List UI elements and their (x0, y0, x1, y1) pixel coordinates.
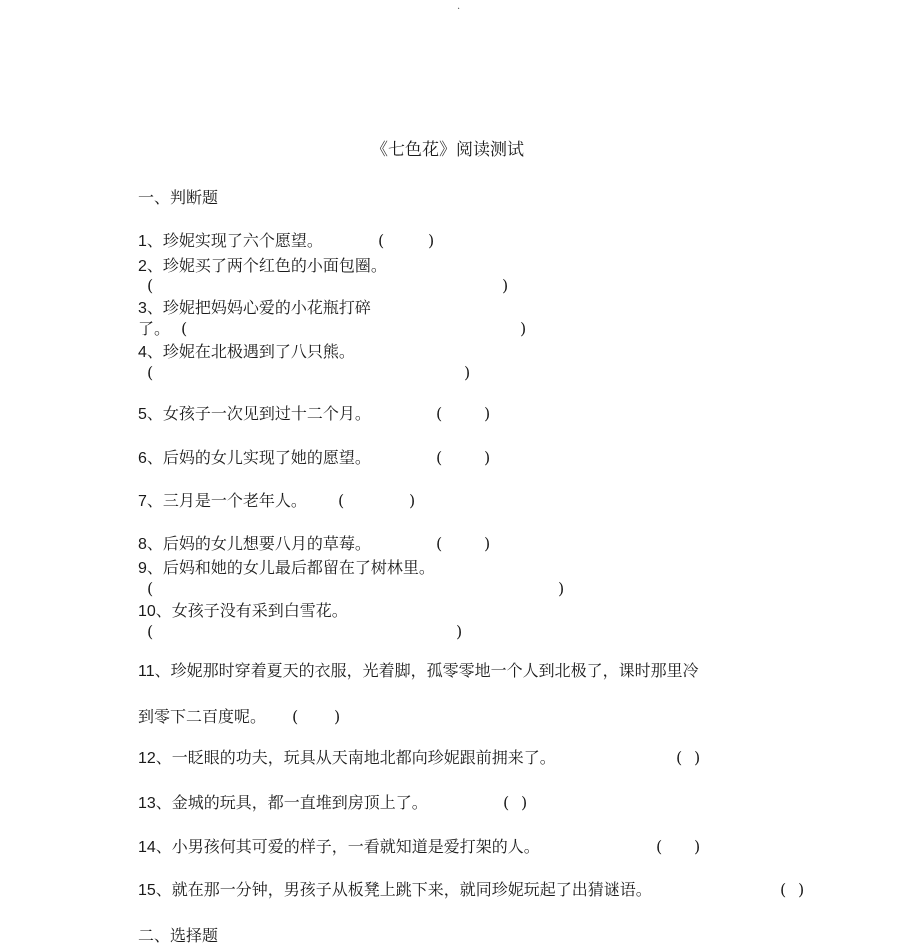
question-11-continuation: 到零下二百度呢。 (138, 707, 267, 726)
question-3-continuation: 了。 (138, 319, 171, 338)
answer-open-paren: ( (147, 363, 154, 382)
question-text: 、小男孩何其可爱的样子，一看就知道是爱打架的人。 (155, 837, 540, 856)
answer-open-paren: ( (676, 748, 683, 767)
question-1 (138, 231, 323, 252)
question-text: 、女孩子没有采到白雪花。 (155, 601, 348, 620)
section-heading-choice: 二、选择题 (138, 926, 219, 945)
question-13 (138, 793, 428, 814)
answer-open-paren: ( (147, 622, 154, 641)
question-number: 2 (138, 258, 147, 275)
answer-open-paren: ( (147, 276, 154, 295)
question-text: 、后妈的女儿想要八月的草莓。 (146, 534, 371, 553)
question-number: 11 (138, 663, 155, 680)
answer-close-paren: ) (334, 707, 341, 726)
answer-close-paren: ) (484, 448, 491, 467)
answer-close-paren: ) (456, 622, 463, 641)
question-10 (138, 601, 348, 622)
question-text: 、珍妮那时穿着夏天的衣服，光着脚，孤零零地一个人到北极了，课时那里冷 (154, 661, 699, 680)
answer-close-paren: ) (484, 534, 491, 553)
question-text: 、后妈和她的女儿最后都留在了树林里。 (146, 558, 435, 577)
question-11 (138, 661, 699, 682)
question-text: 、珍妮买了两个红色的小面包圈。 (146, 256, 387, 275)
header-dot: . (457, 1, 461, 12)
question-number: 1 (138, 233, 147, 250)
question-number: 9 (138, 560, 147, 577)
question-text: 、珍妮把妈妈心爱的小花瓶打碎 (146, 298, 371, 317)
answer-open-paren: ( (436, 404, 443, 423)
answer-close-paren: ) (521, 793, 528, 812)
answer-close-paren: ) (694, 748, 701, 767)
question-9 (138, 558, 435, 579)
page-title: 《七色花》阅读测试 (371, 140, 524, 160)
question-text: 、后妈的女儿实现了她的愿望。 (146, 448, 371, 467)
section-heading-judgement: 一、判断题 (138, 188, 219, 207)
question-4 (138, 342, 355, 363)
question-14 (138, 837, 540, 858)
question-number: 10 (138, 603, 156, 620)
question-text: 、三月是一个老年人。 (146, 491, 307, 510)
question-text: 、女孩子一次见到过十二个月。 (146, 404, 371, 423)
answer-open-paren: ( (436, 448, 443, 467)
answer-open-paren: ( (780, 880, 787, 899)
question-6 (138, 448, 371, 469)
answer-open-paren: ( (181, 319, 188, 338)
question-text: 、金城的玩具，都一直堆到房顶上了。 (155, 793, 428, 812)
answer-open-paren: ( (503, 793, 510, 812)
answer-open-paren: ( (436, 534, 443, 553)
question-text: 、珍妮实现了六个愿望。 (146, 231, 323, 250)
question-number: 4 (138, 344, 147, 361)
question-number: 15 (138, 882, 156, 899)
question-number: 12 (138, 750, 156, 767)
question-7 (138, 491, 307, 512)
question-number: 8 (138, 536, 147, 553)
question-12 (138, 748, 556, 769)
answer-close-paren: ) (484, 404, 491, 423)
answer-close-paren: ) (502, 276, 509, 295)
question-8 (138, 534, 371, 555)
question-number: 14 (138, 839, 156, 856)
answer-close-paren: ) (558, 579, 565, 598)
question-number: 7 (138, 493, 147, 510)
answer-close-paren: ) (694, 837, 701, 856)
question-number: 3 (138, 300, 147, 317)
question-5 (138, 404, 371, 425)
answer-close-paren: ) (798, 880, 805, 899)
question-15 (138, 880, 652, 901)
answer-close-paren: ) (428, 231, 435, 250)
answer-close-paren: ) (409, 491, 416, 510)
answer-open-paren: ( (656, 837, 663, 856)
question-number: 5 (138, 406, 147, 423)
answer-close-paren: ) (464, 363, 471, 382)
question-number: 6 (138, 450, 147, 467)
question-2 (138, 256, 387, 277)
question-text: 、一眨眼的功夫，玩具从天南地北都向珍妮跟前拥来了。 (155, 748, 556, 767)
question-text: 、就在那一分钟，男孩子从板凳上跳下来，就同珍妮玩起了出猜谜语。 (155, 880, 652, 899)
question-number: 13 (138, 795, 156, 812)
answer-open-paren: ( (292, 707, 299, 726)
question-3 (138, 298, 371, 319)
answer-open-paren: ( (378, 231, 385, 250)
answer-open-paren: ( (338, 491, 345, 510)
answer-open-paren: ( (147, 579, 154, 598)
answer-close-paren: ) (520, 319, 527, 338)
question-text: 、珍妮在北极遇到了八只熊。 (146, 342, 355, 361)
